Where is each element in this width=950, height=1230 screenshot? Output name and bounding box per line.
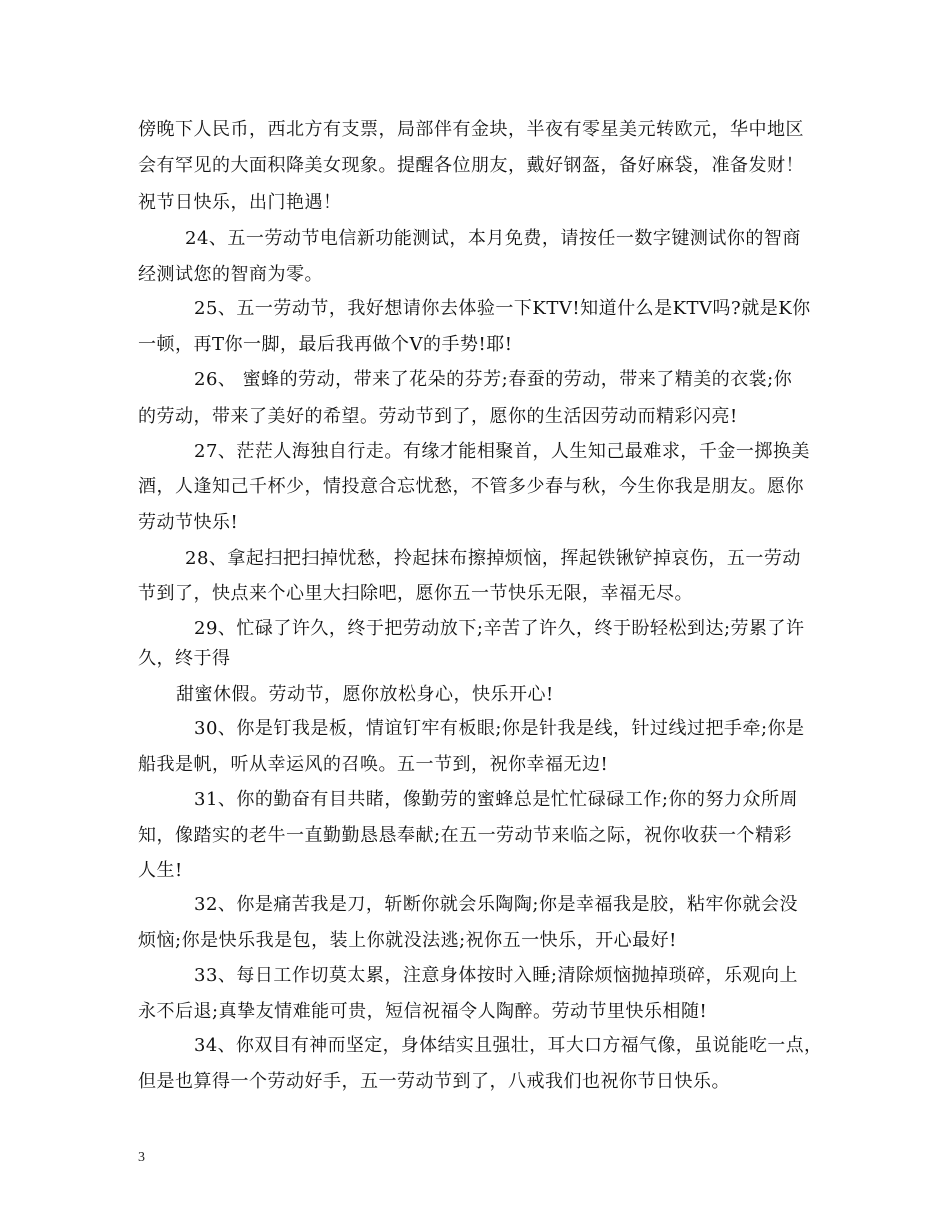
text-line: 祝节日快乐，出门艳遇！ — [138, 192, 342, 213]
text-line: 会有罕见的大面积降美女现象。提醒各位朋友，戴好钢盔，备好麻袋，准备发财！ — [138, 155, 804, 176]
text-line: 甜蜜休假。劳动节，愿你放松身心，快乐开心! — [176, 684, 554, 705]
text-line: 26、 蜜蜂的劳动，带来了花朵的芬芳;春蚕的劳动，带来了精美的衣裳;你 — [194, 369, 793, 390]
text-line: 烦恼;你是快乐我是包，装上你就没法逃;祝你五一快乐，开心最好! — [138, 930, 677, 951]
text-line: 31、你的勤奋有目共睹，像勤劳的蜜蜂总是忙忙碌碌工作;你的努力众所周 — [194, 789, 798, 810]
text-line: 节到了，快点来个心里大扫除吧，愿你五一节快乐无限，幸福无尽。 — [138, 583, 693, 604]
text-line: 24、五一劳动节电信新功能测试，本月免费，请按任一数字键测试你的智商 — [185, 228, 801, 249]
text-line: 34、你双目有神而坚定，身体结实且强壮，耳大口方福气像，虽说能吃一点， — [194, 1035, 823, 1056]
text-line: 傍晚下人民币，西北方有支票，局部伴有金块，半夜有零星美元转欧元，华中地区 — [138, 119, 804, 140]
text-line: 人生! — [138, 860, 183, 881]
text-line: 33、每日工作切莫太累，注意身体按时入睡;清除烦恼抛掉琐碎，乐观向上 — [194, 965, 798, 986]
text-line: 29、忙碌了许久，终于把劳动放下;辛苦了许久，终于盼轻松到达;劳累了许 — [194, 618, 805, 639]
text-line: 劳动节快乐! — [138, 512, 239, 533]
text-line: 久，终于得 — [138, 648, 231, 669]
text-line: 但是也算得一个劳动好手，五一劳动节到了，八戒我们也祝你节日快乐。 — [138, 1071, 730, 1092]
text-line: 一顿，再T你一脚，最后我再做个V的手势!耶! — [138, 334, 513, 355]
text-line: 知，像踏实的老牛一直勤勤恳恳奉献;在五一劳动节来临之际，祝你收获一个精彩 — [138, 825, 793, 846]
text-line: 30、你是钉我是板，情谊钉牢有板眼;你是针我是线，针过线过把手牵;你是 — [194, 718, 805, 739]
text-line: 的劳动，带来了美好的希望。劳动节到了，愿你的生活因劳动而精彩闪亮! — [138, 406, 738, 427]
text-line: 28、拿起扫把扫掉忧愁，拎起抹布擦掉烦恼，挥起铁锹铲掉哀伤，五一劳动 — [185, 548, 801, 569]
text-line: 船我是帆，听从幸运风的召唤。五一节到，祝你幸福无边! — [138, 754, 609, 775]
page-number: 3 — [138, 1150, 145, 1165]
text-line: 25、五一劳动节，我好想请你去体验一下KTV!知道什么是KTV吗?就是K你 — [194, 298, 811, 319]
text-line: 永不后退;真挚友情难能可贵，短信祝福令人陶醉。劳动节里快乐相随! — [138, 1001, 708, 1022]
text-line: 酒，人逢知己千杯少，情投意合忘忧愁，不管多少春与秋，今生你我是朋友。愿你 — [138, 476, 804, 497]
text-line: 27、茫茫人海独自行走。有缘才能相聚首，人生知己最难求，千金一掷换美 — [194, 441, 810, 462]
text-line: 32、你是痛苦我是刀，斩断你就会乐陶陶;你是幸福我是胶，粘牢你就会没 — [194, 894, 798, 915]
text-line: 经测试您的智商为零。 — [138, 264, 323, 285]
